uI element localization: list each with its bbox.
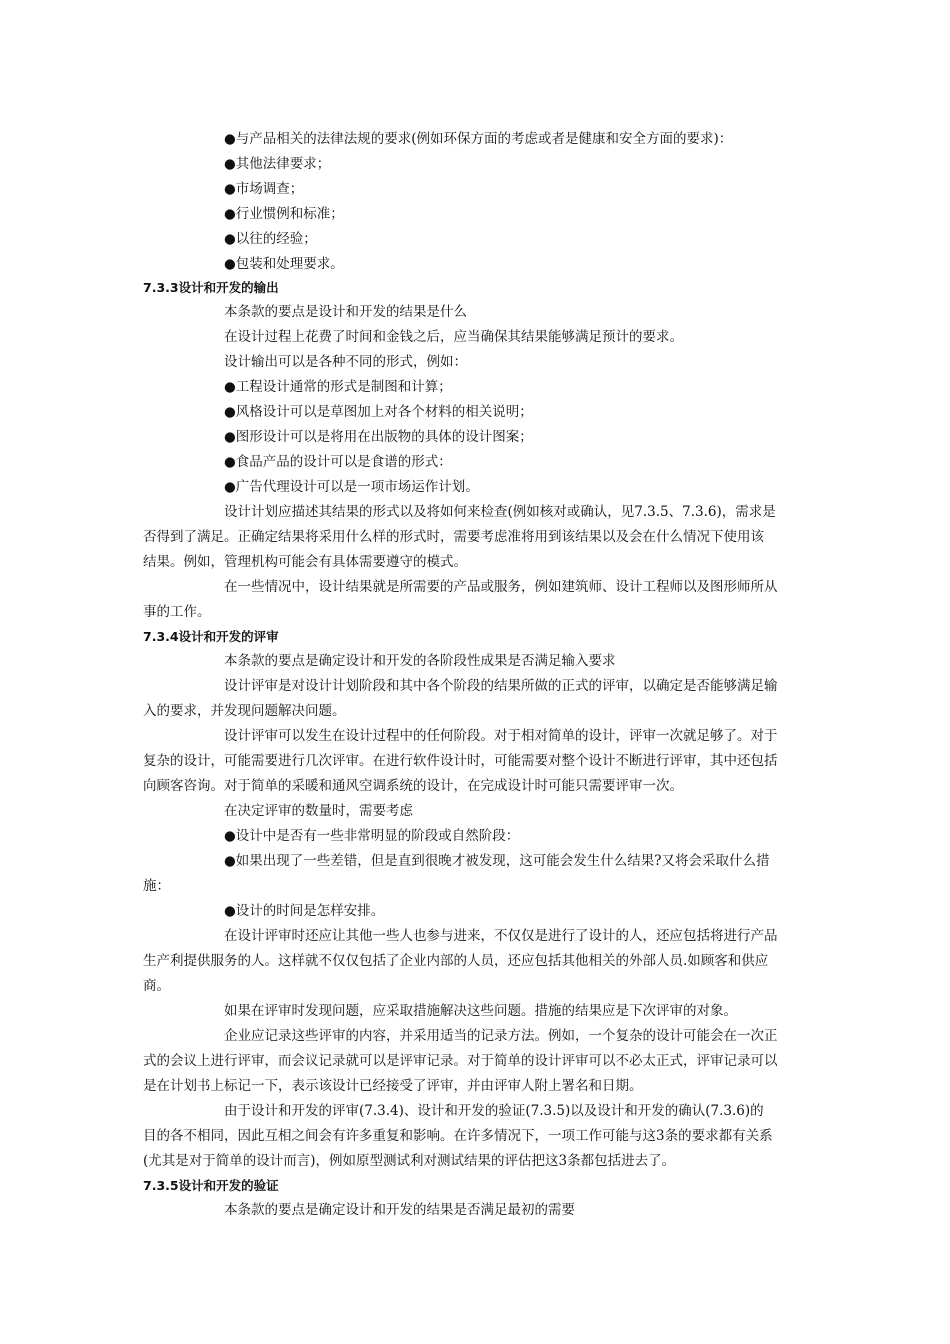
paragraph-line: 向顾客咨询。对于简单的采暖和通风空调系统的设计，在完成设计时可能只需要评审一次。 bbox=[143, 778, 683, 794]
paragraph-line: 结果。例如，管理机构可能会有具体需要遵守的模式。 bbox=[143, 554, 467, 570]
paragraph-line: ●设计中是否有一些非常明显的阶段或自然阶段： bbox=[224, 828, 520, 844]
paragraph-line: 设计评审可以发生在设计过程中的任何阶段。对于相对简单的设计，评审一次就足够了。对于 bbox=[224, 728, 778, 744]
paragraph-line: 设计计划应描述其结果的形式以及将如何来检查(例如核对或确认，见7.3.5、7.3.6)，需求是 bbox=[224, 504, 776, 520]
paragraph-line: 生产利提供服务的人。这样就不仅仅包括了企业内部的人员，还应包括其他相关的外部人员.如顾客和供应 bbox=[143, 953, 769, 969]
paragraph-line: 否得到了满足。正确定结果将采用什么样的形式时，需要考虑准将用到该结果以及会在什么情况下使用该 bbox=[143, 529, 764, 545]
paragraph-line: 事的工作。 bbox=[143, 604, 211, 620]
paragraph-line: (尤其是对于简单的设计而言)，例如原型测试利对测试结果的评估把这3条都包括进去了。 bbox=[143, 1153, 676, 1169]
paragraph-line: 由于设计和开发的评审(7.3.4)、设计和开发的验证(7.3.5)以及设计和开发的确认(7.3.6)的 bbox=[224, 1103, 764, 1119]
paragraph-line: ●行业惯例和标准； bbox=[224, 206, 344, 222]
paragraph-line: ●其他法律要求； bbox=[224, 156, 331, 172]
paragraph-line: 入的要求，并发现问题解决问题。 bbox=[143, 703, 346, 719]
paragraph-line: 本条款的要点是确定设计和开发的结果是否满足最初的需要 bbox=[224, 1202, 575, 1218]
paragraph-line: 在设计过程上花费了时间和金钱之后，应当确保其结果能够满足预计的要求。 bbox=[224, 329, 683, 345]
paragraph-line: ●广告代理设计可以是一项市场运作计划。 bbox=[224, 479, 479, 495]
paragraph-line: 如果在评审时发现问题，应采取措施解决这些问题。措施的结果应是下次评审的对象。 bbox=[224, 1003, 737, 1019]
paragraph-line: ●与产品相关的法律法规的要求(例如环保方面的考虑或者是健康和安全方面的要求)： bbox=[224, 131, 733, 147]
paragraph-line: 设计输出可以是各种不同的形式，例如： bbox=[224, 354, 467, 370]
paragraph-line: ●工程设计通常的形式是制图和计算； bbox=[224, 379, 452, 395]
paragraph-line: 式的会议上进行评审，而会议记录就可以是评审记录。对于简单的设计评审可以不必太正式，评审记录可以 bbox=[143, 1053, 778, 1069]
paragraph-line: 企业应记录这些评审的内容，并采用适当的记录方法。例如，一个复杂的设计可能会在一次正 bbox=[224, 1028, 778, 1044]
paragraph-line: 是在计划书上标记一下，表示该设计已经接受了评审，并由评审人附上署名和日期。 bbox=[143, 1078, 643, 1094]
section-heading: 7.3.4设计和开发的评审 bbox=[143, 629, 279, 644]
paragraph-line: 施： bbox=[143, 878, 170, 894]
paragraph-line: 在一些情况中，设计结果就是所需要的产品或服务，例如建筑师、设计工程师以及图形师所从 bbox=[224, 579, 778, 595]
paragraph-line: ●图形设计可以是将用在出版物的具体的设计图案； bbox=[224, 429, 533, 445]
paragraph-line: ●设计的时间是怎样安排。 bbox=[224, 903, 385, 919]
paragraph-line: ●风格设计可以是草图加上对各个材料的相关说明； bbox=[224, 404, 533, 420]
paragraph-line: 在设计评审时还应让其他一些人也参与进来，不仅仅是进行了设计的人，还应包括将进行产品 bbox=[224, 928, 778, 944]
paragraph-line: ●以往的经验； bbox=[224, 231, 317, 247]
paragraph-line: 设计评审是对设计计划阶段和其中各个阶段的结果所做的正式的评审，以确定是否能够满足输 bbox=[224, 678, 778, 694]
paragraph-line: 商。 bbox=[143, 978, 170, 994]
section-heading: 7.3.3设计和开发的输出 bbox=[143, 280, 279, 295]
paragraph-line: 本条款的要点是确定设计和开发的各阶段性成果是否满足输入要求 bbox=[224, 653, 616, 669]
paragraph-line: 目的各不相同，因此互相之间会有许多重复和影响。在许多情况下，一项工作可能与这3条的要求都有关系 bbox=[143, 1128, 773, 1144]
paragraph-line: 在决定评审的数量时，需要考虑 bbox=[224, 803, 413, 819]
paragraph-line: ●市场调查； bbox=[224, 181, 304, 197]
paragraph-line: ●如果出现了一些差错，但是直到很晚才被发现，这可能会发生什么结果?又将会采取什么措 bbox=[224, 853, 770, 869]
section-heading: 7.3.5设计和开发的验证 bbox=[143, 1178, 279, 1193]
paragraph-line: 本条款的要点是设计和开发的结果是什么 bbox=[224, 304, 467, 320]
paragraph-line: 复杂的设计，可能需要进行几次评审。在进行软件设计时，可能需要对整个设计不断进行评审，其中还包括 bbox=[143, 753, 778, 769]
paragraph-line: ●包装和处理要求。 bbox=[224, 256, 344, 272]
paragraph-line: ●食品产品的设计可以是食谱的形式： bbox=[224, 454, 452, 470]
